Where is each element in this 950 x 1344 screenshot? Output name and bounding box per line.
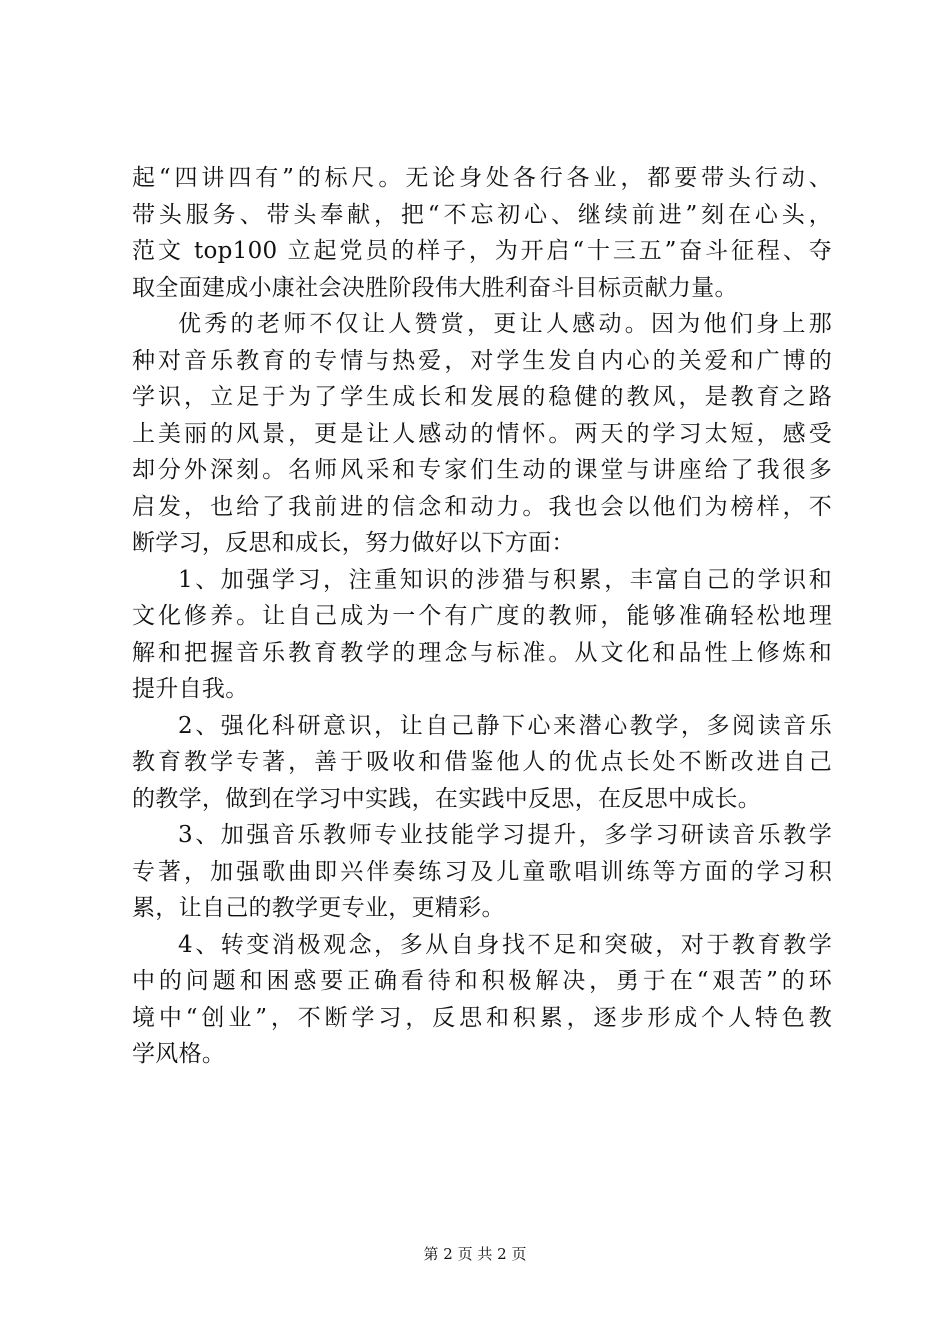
text-line: 学风格。: [132, 1041, 226, 1067]
text-line: 种对音乐教育的专情与热爱，对学生发自内心的关爱和广博的: [132, 347, 832, 374]
text-line: 范文 top100 立起党员的样子，为开启“十三五”奋斗征程、夺: [132, 238, 832, 264]
text-line: 学识，立足于为了学生成长和发展的稳健的教风，是教育之路: [132, 384, 832, 410]
text-line: 解和把握音乐教育教学的理念与标准。从文化和品性上修炼和: [132, 639, 832, 666]
text-line: 优秀的老师不仅让人赞赏，更让人感动。因为他们身上那: [178, 311, 832, 337]
text-line: 却分外深刻。名师风采和专家们生动的课堂与讲座给了我很多: [132, 457, 832, 483]
text-line: 起“四讲四有”的标尺。无论身处各行各业，都要带头行动、: [132, 165, 832, 191]
text-line: 4、转变消极观念，多从自身找不足和突破，对于教育教学: [178, 931, 832, 958]
text-line: 带头服务、带头奉献，把“不忘初心、继续前进”刻在心头，: [132, 201, 832, 228]
text-line: 教育教学专著，善于吸收和借鉴他人的优点长处不断改进自己: [132, 749, 832, 775]
text-line: 的教学，做到在学习中实践，在实践中反思，在反思中成长。: [132, 785, 762, 812]
text-line: 3、加强音乐教师专业技能学习提升，多学习研读音乐教学: [178, 822, 832, 848]
text-line: 累，让自己的教学更专业，更精彩。: [132, 895, 505, 921]
document-body: [132, 160, 832, 1073]
text-line: 1、加强学习，注重知识的涉猎与积累，丰富自己的学识和: [178, 566, 832, 593]
text-line: 上美丽的风景，更是让人感动的情怀。两天的学习太短，感受: [132, 420, 832, 447]
text-line: 中的问题和困惑要正确看待和积极解决，勇于在“艰苦”的环: [132, 968, 832, 994]
text-line: 专著，加强歌曲即兴伴奏练习及儿童歌唱训练等方面的学习积: [132, 858, 832, 885]
text-line: 取全面建成小康社会决胜阶段伟大胜利奋斗目标贡献力量。: [132, 274, 738, 301]
text-line: 境中“创业”，不断学习，反思和积累，逐步形成个人特色教: [132, 1004, 832, 1031]
page-number-footer: 第 2 页 共 2 页: [423, 1245, 527, 1263]
text-line: 2、强化科研意识，让自己静下心来潜心教学，多阅读音乐: [178, 712, 832, 739]
text-line: 启发，也给了我前进的信念和动力。我也会以他们为榜样，不: [132, 493, 832, 520]
text-line: 提升自我。: [132, 676, 249, 702]
text-line: 文化修养。让自己成为一个有广度的教师，能够准确轻松地理: [132, 603, 832, 629]
text-line: 断学习，反思和成长，努力做好以下方面：: [132, 530, 575, 556]
